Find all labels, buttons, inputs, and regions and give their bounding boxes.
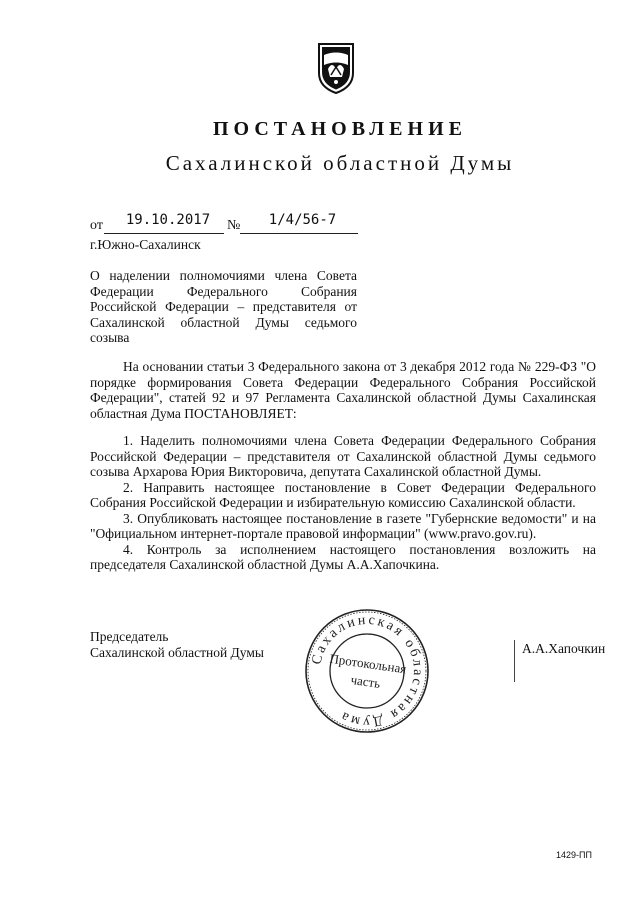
document-number: 1/4/56-7 <box>268 212 337 228</box>
document-title: ПОСТАНОВЛЕНИЕ <box>213 118 467 140</box>
signatory-name: А.А.Хапочкин <box>522 641 606 656</box>
document-date: 19.10.2017 <box>125 212 211 228</box>
coat-of-arms-emblem <box>316 41 356 95</box>
basis-paragraph <box>90 359 596 421</box>
resolution-item: 2. Направить настоящее постановление в Совет Федерации Федерального Собрания Российской Федерации и избирательную комиссию Сахалинской области. <box>90 479 596 510</box>
document-subtitle: Сахалинской областной Думы <box>165 151 515 175</box>
city: г.Южно-Сахалинск <box>90 237 201 252</box>
official-stamp <box>302 606 432 736</box>
number-label: № <box>227 218 241 233</box>
stamp-center-line1: Протокольная <box>328 650 408 677</box>
resolution-item: 1. Наделить полномочиями члена Совета Федерации Федерального Собрания Российской Федерации – представителя от Сахалинской областной Думы седьмого созыва Архарова Юрия Викторовича, депутата Сахалинской областной Думы. <box>90 433 596 479</box>
signature-position-line1: Председатель <box>90 629 169 644</box>
resolution-item: 3. Опубликовать настоящее постановление в газете "Губернские ведомости" и на "Официальном интернет-портале правовой информации" (www.pravo.gov.ru). <box>90 510 596 541</box>
date-label: от <box>90 218 103 233</box>
resolution-items <box>90 433 596 573</box>
stamp-ring-text: Сахалинская областная Дума <box>309 612 426 730</box>
number-underline <box>240 233 358 234</box>
document-code: 1429-ПП <box>556 850 592 860</box>
document-subject: О наделении полномочиями члена Совета Федерации Федерального Собрания Российской Федерации – представителя от Сахалинской областной Думы седьмого созыва <box>90 268 357 345</box>
signature-position <box>90 629 264 661</box>
basis-text: На основании статьи 3 Федерального закона от 3 декабря 2012 года № 229-ФЗ "О порядке формирования Совета Федерации Федерального Собрания Российской Федерации", статей 92 и 97 Регламента Сахалинской областной Думы Сахалинская областная Дума ПОСТАНОВЛЯЕТ: <box>90 359 596 421</box>
resolution-item: 4. Контроль за исполнением настоящего постановления возложить на председателя Сахалинской областной Думы А.А.Хапочкина. <box>90 541 596 572</box>
signature-divider <box>514 640 515 682</box>
signature-position-line2: Сахалинской областной Думы <box>90 645 264 660</box>
stamp-center-line2: часть <box>349 671 382 691</box>
date-underline <box>104 233 224 234</box>
date-number-row <box>90 212 360 234</box>
